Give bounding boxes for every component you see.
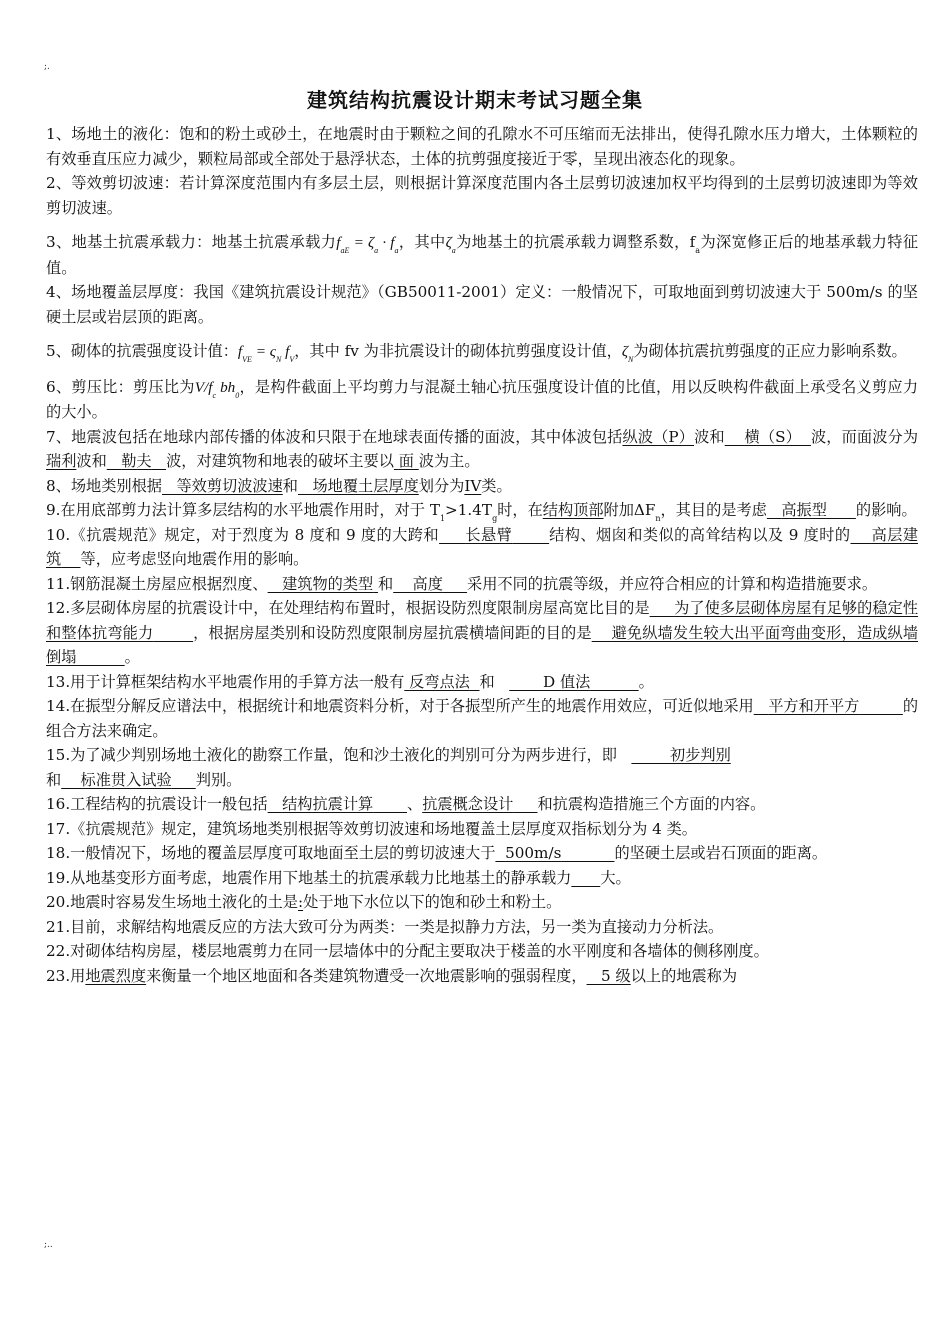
answer-seismic-calc: 结构抗震计算 (282, 795, 374, 813)
answer-s-wave: 横（S） (744, 427, 802, 446)
item-6: 6、剪压比：剪压比为$V/f_c$ $bh_0$，是构件截面上平均剪力与混凝土轴心抗压强度设计值的比值，用以反映构件截面上承受名义剪应力的大小。 (46, 377, 919, 421)
item-9: 9.在用底部剪力法计算多层结构的水平地震作用时，对于 $T_1>1.4T_g$时，在结构顶部附加$\Delta F_n$，其目的是考虑 高振型 的影响。 (46, 501, 917, 523)
item-7: 7、地震波包括在地球内部传播的体波和只限于在地球表面传播的面波，其中体波包括纵波（P）波和 横（S） 波，而面波分为瑞利波和 勒夫 波，对建筑物和地表的破坏主要以 面 波为主。 (46, 427, 919, 470)
answer-srss: 平方和开平方 (768, 697, 860, 715)
item-15: 15.为了减少判别场地土液化的勘察工作量，饱和沙土液化的判别可分为两步进行，即 初步判别 和 标准贯入试验 判别。 (46, 746, 731, 789)
answer-aspect-ratio-purpose: 为了使多层砌体房屋有足够的稳定性和整体抗弯能力 (46, 599, 919, 642)
item-10: 10.《抗震规范》规定，对于烈度为 8 度和 9 度的大跨和 长悬臂 结构、烟囱和类似的高耸结构以及 9 度时的 高层建筑 等，应考虑竖向地震作用的影响。 (46, 525, 919, 568)
item-16: 16.工程结构的抗震设计一般包括 结构抗震计算 、抗震概念设计 和抗震构造措施三个方面的内容。 (46, 795, 766, 813)
answer-site-class: IV (464, 476, 482, 495)
answer-surface: 面 (398, 452, 414, 470)
item-8: 8、场地类别根据 等效剪切波波速和 场地覆土层厚度划分为IV类。 (46, 476, 512, 495)
item-2: 2、等效剪切波速：若计算深度范围内有多层土层，则根据计算深度范围内各土层剪切波速加权平均得到的土层剪切波速即为等效剪切波速。 (46, 174, 918, 217)
answer-equivalent-velocity: 等效剪切波波速 (176, 476, 283, 495)
item-19: 19.从地基变形方面考虑，地震作用下地基土的抗震承载力比地基土的静承载力 大。 (46, 868, 631, 887)
item-14: 14.在振型分解反应谱法中，根据统计和地震资料分析，对于各振型所产生的地震作用效应，可近似地采用 平方和开平方 的组合方法来确定。 (46, 697, 919, 740)
answer-inflection-point: 反弯点法 (409, 672, 470, 691)
item-17: 17.《抗震规范》规定，建筑场地类别根据等效剪切波速和场地覆盖土层厚度双指标划分为 4 类。 (46, 819, 697, 838)
page-footer-mark: ;.. (44, 1240, 53, 1250)
answer-wall-spacing-purpose: 避免纵墙发生较大出平面弯曲变形，造成纵墙倒塌 (46, 623, 919, 666)
symbol-zeta-a: $\zeta_a$ (445, 234, 456, 255)
answer-highrise: 高层建筑 (46, 525, 919, 568)
answer-blank-large (571, 869, 600, 887)
item-3: 3、地基土抗震承载力：地基土抗震承载力$f_{aE} = \zeta_a \cdot f_a$，其中$\zeta_a$为地基土的抗震承载力调整系数，$f_a$为深宽修正后的地基承载力特征值。 (46, 233, 919, 277)
item-11: 11.钢筋混凝土房屋应根据烈度、 建筑物的类型 和 高度 采用不同的抗震等级，并应符合相应的计算和构造措施要求。 (46, 574, 878, 593)
item-13: 13.用于计算框架结构水平地震作用的手算方法一般有 反弯点法 和 D 值法 。 (46, 672, 654, 691)
document-body (46, 122, 918, 988)
answer-colon: : (297, 893, 304, 911)
answer-d-value: D 值法 (542, 672, 591, 691)
answer-500ms: 500m/s (505, 844, 562, 862)
formula-fae: $f_{aE} = \zeta_a \cdot f_a$ (336, 234, 399, 255)
answer-height: 高度 (412, 574, 443, 593)
page-header-mark: ;. (44, 62, 50, 72)
symbol-zeta-n: $\zeta_N$ (621, 343, 634, 364)
answer-rayleigh: 瑞利 (46, 452, 77, 470)
page-title: 建筑结构抗震设计期末考试习题全集 (307, 88, 643, 112)
formula-fve: $f_{VE} = \varsigma_N$ $f_V$ (237, 343, 295, 364)
formula-shear-ratio: $V/f_c$ $bh_0$ (194, 378, 240, 400)
answer-intensity: 地震烈度 (85, 966, 147, 985)
item-18: 18.一般情况下，场地的覆盖层厚度可取地面至土层的剪切波速大于 500m/s 的坚硬土层或岩石顶面的距离。 (46, 844, 828, 862)
answer-love: 勒夫 (121, 452, 152, 470)
answer-preliminary: 初步判别 (670, 746, 731, 764)
item-1: 1、场地土的液化：饱和的粉土或砂土，在地震时由于颗粒之间的孔隙水不可压缩而无法排出，使得孔隙水压力增大，土体颗粒的有效垂直压应力减少，颗粒局部或全部处于悬浮状态，土体的抗剪强度接近于零，呈现出液态化的现象。 (46, 125, 918, 168)
answer-structure-top: 结构顶部 (542, 501, 604, 519)
answer-spt: 标准贯入试验 (80, 770, 172, 789)
answer-concept-design: 抗震概念设计 (422, 795, 514, 813)
item-22: 22.对砌体结构房屋，楼层地震剪力在同一层墙体中的分配主要取决于楼盖的水平刚度和各墙体的侧移刚度。 (46, 942, 769, 960)
answer-higher-mode: 高振型 (781, 501, 827, 519)
answer-cantilever: 长悬臂 (465, 525, 513, 544)
item-5: 5、砌体的抗震强度设计值：$f_{VE} = \varsigma_N$ $f_V$，其中 fv 为非抗震设计的砌体抗剪强度设计值，$\zeta_N$为砌体抗震抗剪强度的正应力影响系数。 (46, 342, 907, 364)
answer-overburden: 场地覆土层厚度 (312, 476, 419, 495)
item-23: 23.用地震烈度来衡量一个地区地面和各类建筑物遭受一次地震影响的强弱程度， 5 级以上的地震称为 (46, 966, 738, 985)
answer-p-wave: 纵波（P） (622, 427, 695, 446)
answer-building-type: 建筑物的类型 (282, 574, 374, 593)
item-20: 20.地震时容易发生场地土液化的土是:处于地下水位以下的饱和砂土和粉土。 (46, 893, 562, 911)
item-21: 21.目前，求解结构地震反应的方法大致可分为两类：一类是拟静力方法，另一类为直接动力分析法。 (46, 917, 724, 936)
item-4: 4、场地覆盖层厚度：我国《建筑抗震设计规范》（GB50011-2001）定义：一般情况下，可取地面到剪切波速大于 500m/s 的坚硬土层或岩层顶的距离。 (46, 283, 918, 326)
item-12: 12.多层砌体房屋的抗震设计中，在处理结构布置时，根据设防烈度限制房屋高宽比目的是 为了使多层砌体房屋有足够的稳定性和整体抗弯能力 ，根据房屋类别和设防烈度限制房屋抗震横墙间距的目的是 避免纵墙发生较大出平面弯曲变形，造成纵墙倒塌 。 (46, 599, 919, 666)
answer-magnitude: 5 级 (601, 966, 631, 985)
